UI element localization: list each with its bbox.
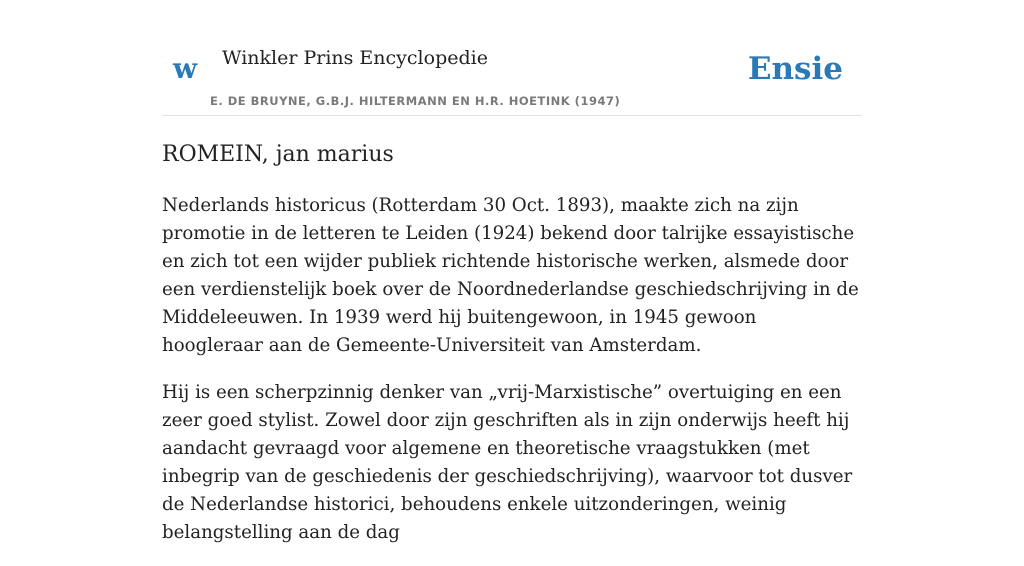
site-header	[162, 0, 862, 116]
publication-title[interactable]: Winkler Prins Encyclopedie	[222, 47, 488, 69]
publication-authors: E. DE BRUYNE, G.B.J. HILTERMANN EN H.R. HOETINK (1947)	[210, 94, 621, 108]
entry-title: ROMEIN, jan marius	[162, 142, 394, 167]
ensie-logo[interactable]: Ensie	[747, 51, 843, 87]
article-paragraph: Nederlands historicus (Rotterdam 30 Oct. 1893), maakte zich na zijn promotie in de letteren te Leiden (1924) bekend door talrijke essayistische en zich tot een wijder publiek richtende historische werken, alsmede door een verdienstelijk boek over de Noordnederlandse geschiedschrijving in de Middeleeuwen. In 1939 werd hij buitengewoon, in 1945 gewoon hoogleraar aan de Gemeente-Universiteit van Amsterdam.	[162, 195, 859, 356]
article-paragraph: Hij is een scherpzinnig denker van „vrij-Marxistische” overtuiging en een zeer goed stylist. Zowel door zijn geschriften als in zijn onderwijs heeft hij aandacht gevraagd voor algemene en theoretische vraagstukken (met inbegrip van de geschiedenis der geschiedschrijving), waarvoor tot dusver de Nederlandse historici, behoudens enkele uitzonderingen, weinig belangstelling aan de dag	[162, 382, 853, 543]
page	[162, 0, 862, 543]
publication-logo-icon[interactable]: w	[173, 52, 198, 85]
article-body	[162, 192, 862, 566]
